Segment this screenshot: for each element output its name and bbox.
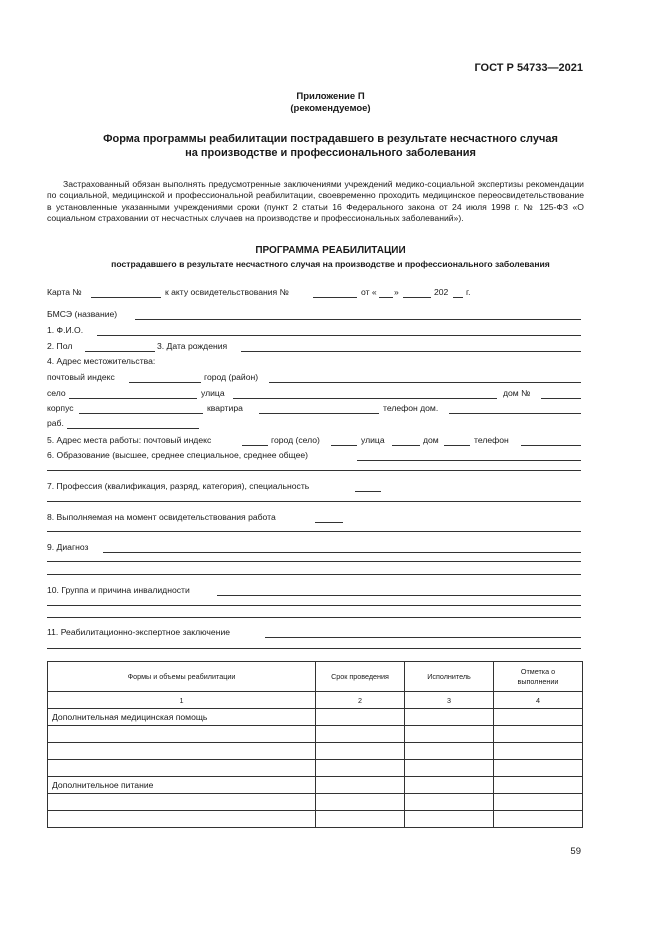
form-title (0, 132, 661, 160)
work-city-field[interactable] (331, 445, 357, 446)
form-title-line2: на производстве и профессионального заболевания (185, 147, 476, 159)
street-field[interactable] (233, 398, 497, 399)
table-cell[interactable] (494, 726, 583, 743)
village-line (47, 388, 581, 400)
job-line (47, 512, 581, 524)
table-cell[interactable] (494, 709, 583, 726)
table-cell[interactable] (405, 777, 494, 794)
table-row (48, 760, 583, 777)
year-field[interactable] (453, 297, 463, 298)
bmse-field[interactable] (135, 319, 581, 320)
job-label: 8. Выполняемая на момент освидетельствования работа (47, 512, 276, 522)
fio-field[interactable] (97, 335, 581, 336)
fio-label: 1. Ф.И.О. (47, 325, 84, 335)
conclusion-label: 11. Реабилитационно-экспертное заключение (47, 627, 231, 637)
annex-heading (0, 91, 661, 115)
annex-title: Приложение П (296, 91, 365, 102)
house-label: дом № (503, 388, 531, 398)
sex-label: 2. Пол (47, 341, 73, 351)
act-label: к акту освидетельствования № (165, 287, 289, 297)
table-cell[interactable] (494, 811, 583, 828)
table-cell[interactable] (316, 743, 405, 760)
table-cell[interactable] (316, 777, 405, 794)
phone-home-field[interactable] (449, 413, 581, 414)
apartment-label: квартира (207, 403, 243, 413)
row-label[interactable] (48, 726, 316, 743)
table-row (48, 726, 583, 743)
phone-work-label: раб. (47, 418, 64, 428)
education-field[interactable] (357, 460, 581, 461)
postal-field[interactable] (129, 382, 201, 383)
table-cell[interactable] (405, 811, 494, 828)
phone-work-line (47, 418, 581, 430)
address-heading-line (47, 356, 581, 368)
work-address-line (47, 435, 581, 447)
day-field[interactable] (379, 297, 393, 298)
annex-status: (рекомендуемое) (290, 103, 371, 114)
standard-number: ГОСТ Р 54733—2021 (474, 62, 583, 74)
work-phone-field[interactable] (521, 445, 581, 446)
table-cell[interactable] (405, 726, 494, 743)
col-header-term: Срок проведения (316, 662, 405, 692)
education-line (47, 450, 581, 462)
table-cell[interactable] (316, 811, 405, 828)
table-cell[interactable] (494, 760, 583, 777)
village-field[interactable] (69, 398, 197, 399)
city-field[interactable] (269, 382, 581, 383)
postal-line (47, 372, 581, 384)
profession-field[interactable] (355, 491, 381, 492)
work-street-field[interactable] (392, 445, 420, 446)
birth-field[interactable] (241, 351, 581, 352)
form-title-line1: Форма программы реабилитации пострадавшего в результате несчастного случая (103, 133, 558, 145)
col-number: 1 (48, 692, 316, 709)
table-row (48, 743, 583, 760)
apartment-field[interactable] (259, 413, 379, 414)
row-label[interactable] (48, 794, 316, 811)
disability-label: 10. Группа и причина инвалидности (47, 585, 190, 595)
table-cell[interactable] (405, 709, 494, 726)
program-title: ПРОГРАММА РЕАБИЛИТАЦИИ (255, 245, 406, 256)
table-cell[interactable] (405, 794, 494, 811)
table-cell[interactable] (316, 709, 405, 726)
disability-extra-line-1[interactable] (47, 605, 581, 606)
profession-line (47, 481, 581, 493)
diagnosis-field[interactable] (103, 552, 581, 553)
row-label[interactable] (48, 760, 316, 777)
fio-line (47, 325, 581, 337)
education-label: 6. Образование (высшее, среднее специальное, среднее общее) (47, 450, 308, 460)
row-label[interactable] (48, 743, 316, 760)
from-label: от « (361, 287, 377, 297)
sex-birth-line (47, 341, 581, 353)
sex-field[interactable] (85, 351, 155, 352)
building-line (47, 403, 581, 415)
table-row (48, 811, 583, 828)
table-number-row (48, 692, 583, 709)
diagnosis-line (47, 542, 581, 554)
row-label[interactable] (48, 811, 316, 828)
disability-field[interactable] (217, 595, 581, 596)
house-field[interactable] (541, 398, 581, 399)
street-label: улица (201, 388, 225, 398)
table-row (48, 709, 583, 726)
program-subtitle: пострадавшего в результате несчастного случая на производстве и профессионального заболевания (111, 259, 550, 269)
conclusion-line (47, 627, 581, 639)
conclusion-extra-line[interactable] (47, 648, 581, 649)
work-address-label: 5. Адрес места работы: почтовый индекс (47, 435, 212, 445)
profession-label: 7. Профессия (квалификация, разряд, категория), специальность (47, 481, 310, 491)
table-cell[interactable] (316, 726, 405, 743)
month-field[interactable] (403, 297, 431, 298)
card-line (47, 287, 581, 299)
act-no-field[interactable] (313, 297, 357, 298)
table-cell[interactable] (405, 743, 494, 760)
work-street-label: улица (361, 435, 385, 445)
work-house-label: дом (423, 435, 439, 445)
work-city-label: город (село) (271, 435, 320, 445)
job-extra-line[interactable] (47, 531, 581, 532)
row-label: Дополнительное питание (48, 777, 316, 794)
diagnosis-label: 9. Диагноз (47, 542, 89, 552)
building-field[interactable] (79, 413, 203, 414)
table-cell[interactable] (494, 777, 583, 794)
village-label: село (47, 388, 66, 398)
city-label: город (район) (204, 372, 259, 382)
quote-close: » (394, 287, 399, 297)
postal-label: почтовый индекс (47, 372, 115, 382)
table-row (48, 777, 583, 794)
col-header-mark: Отметка о выполнении (494, 662, 583, 692)
year-label: 202 (434, 287, 449, 297)
phone-home-label: телефон дом. (383, 403, 439, 413)
col-header-forms: Формы и объемы реабилитации (48, 662, 316, 692)
table-header-row (48, 662, 583, 692)
table-row (48, 794, 583, 811)
col-number: 4 (494, 692, 583, 709)
intro-paragraph (47, 179, 584, 225)
table-cell[interactable] (494, 794, 583, 811)
disability-line (47, 585, 581, 597)
col-header-executor: Исполнитель (405, 662, 494, 692)
education-extra-line[interactable] (47, 470, 581, 471)
building-label: корпус (47, 403, 74, 413)
birth-label: 3. Дата рождения (157, 341, 228, 351)
card-no-label: Карта № (47, 287, 82, 297)
phone-work-field[interactable] (67, 428, 199, 429)
profession-extra-line[interactable] (47, 501, 581, 502)
table-cell[interactable] (494, 743, 583, 760)
work-house-field[interactable] (444, 445, 470, 446)
bmse-line (47, 309, 581, 321)
table-cell[interactable] (316, 794, 405, 811)
row-label: Дополнительная медицинская помощь (48, 709, 316, 726)
card-no-field[interactable] (91, 297, 161, 298)
job-field[interactable] (315, 522, 343, 523)
work-phone-label: телефон (474, 435, 509, 445)
year-suffix: г. (466, 287, 471, 297)
bmse-label: БМСЭ (название) (47, 309, 118, 319)
col-number: 2 (316, 692, 405, 709)
diagnosis-extra-line-1[interactable] (47, 561, 581, 562)
conclusion-field[interactable] (265, 637, 581, 638)
col-number: 3 (405, 692, 494, 709)
table-cell[interactable] (405, 760, 494, 777)
work-postal-field[interactable] (242, 445, 268, 446)
diagnosis-extra-line-2[interactable] (47, 574, 581, 575)
page-number: 59 (570, 846, 581, 857)
address-label: 4. Адрес местожительства: (47, 356, 156, 366)
intro-text: Застрахованный обязан выполнять предусмотренные заключениями учреждений медико-социальной экспертизы рекомендации по социальной, медицинской и профессиональной реабилитации, своевременно проходить медицинское переосвидетельствование в установленные указанными учреждениями сроки (пункт 2 статьи 16 Федерального закона от 24 июля 1998 г. № 125-ФЗ «О социальном страховании от несчастных случаев на производстве и профессиональных заболеваний»). (47, 179, 584, 224)
table-cell[interactable] (316, 760, 405, 777)
disability-extra-line-2[interactable] (47, 617, 581, 618)
rehabilitation-table (47, 661, 583, 828)
